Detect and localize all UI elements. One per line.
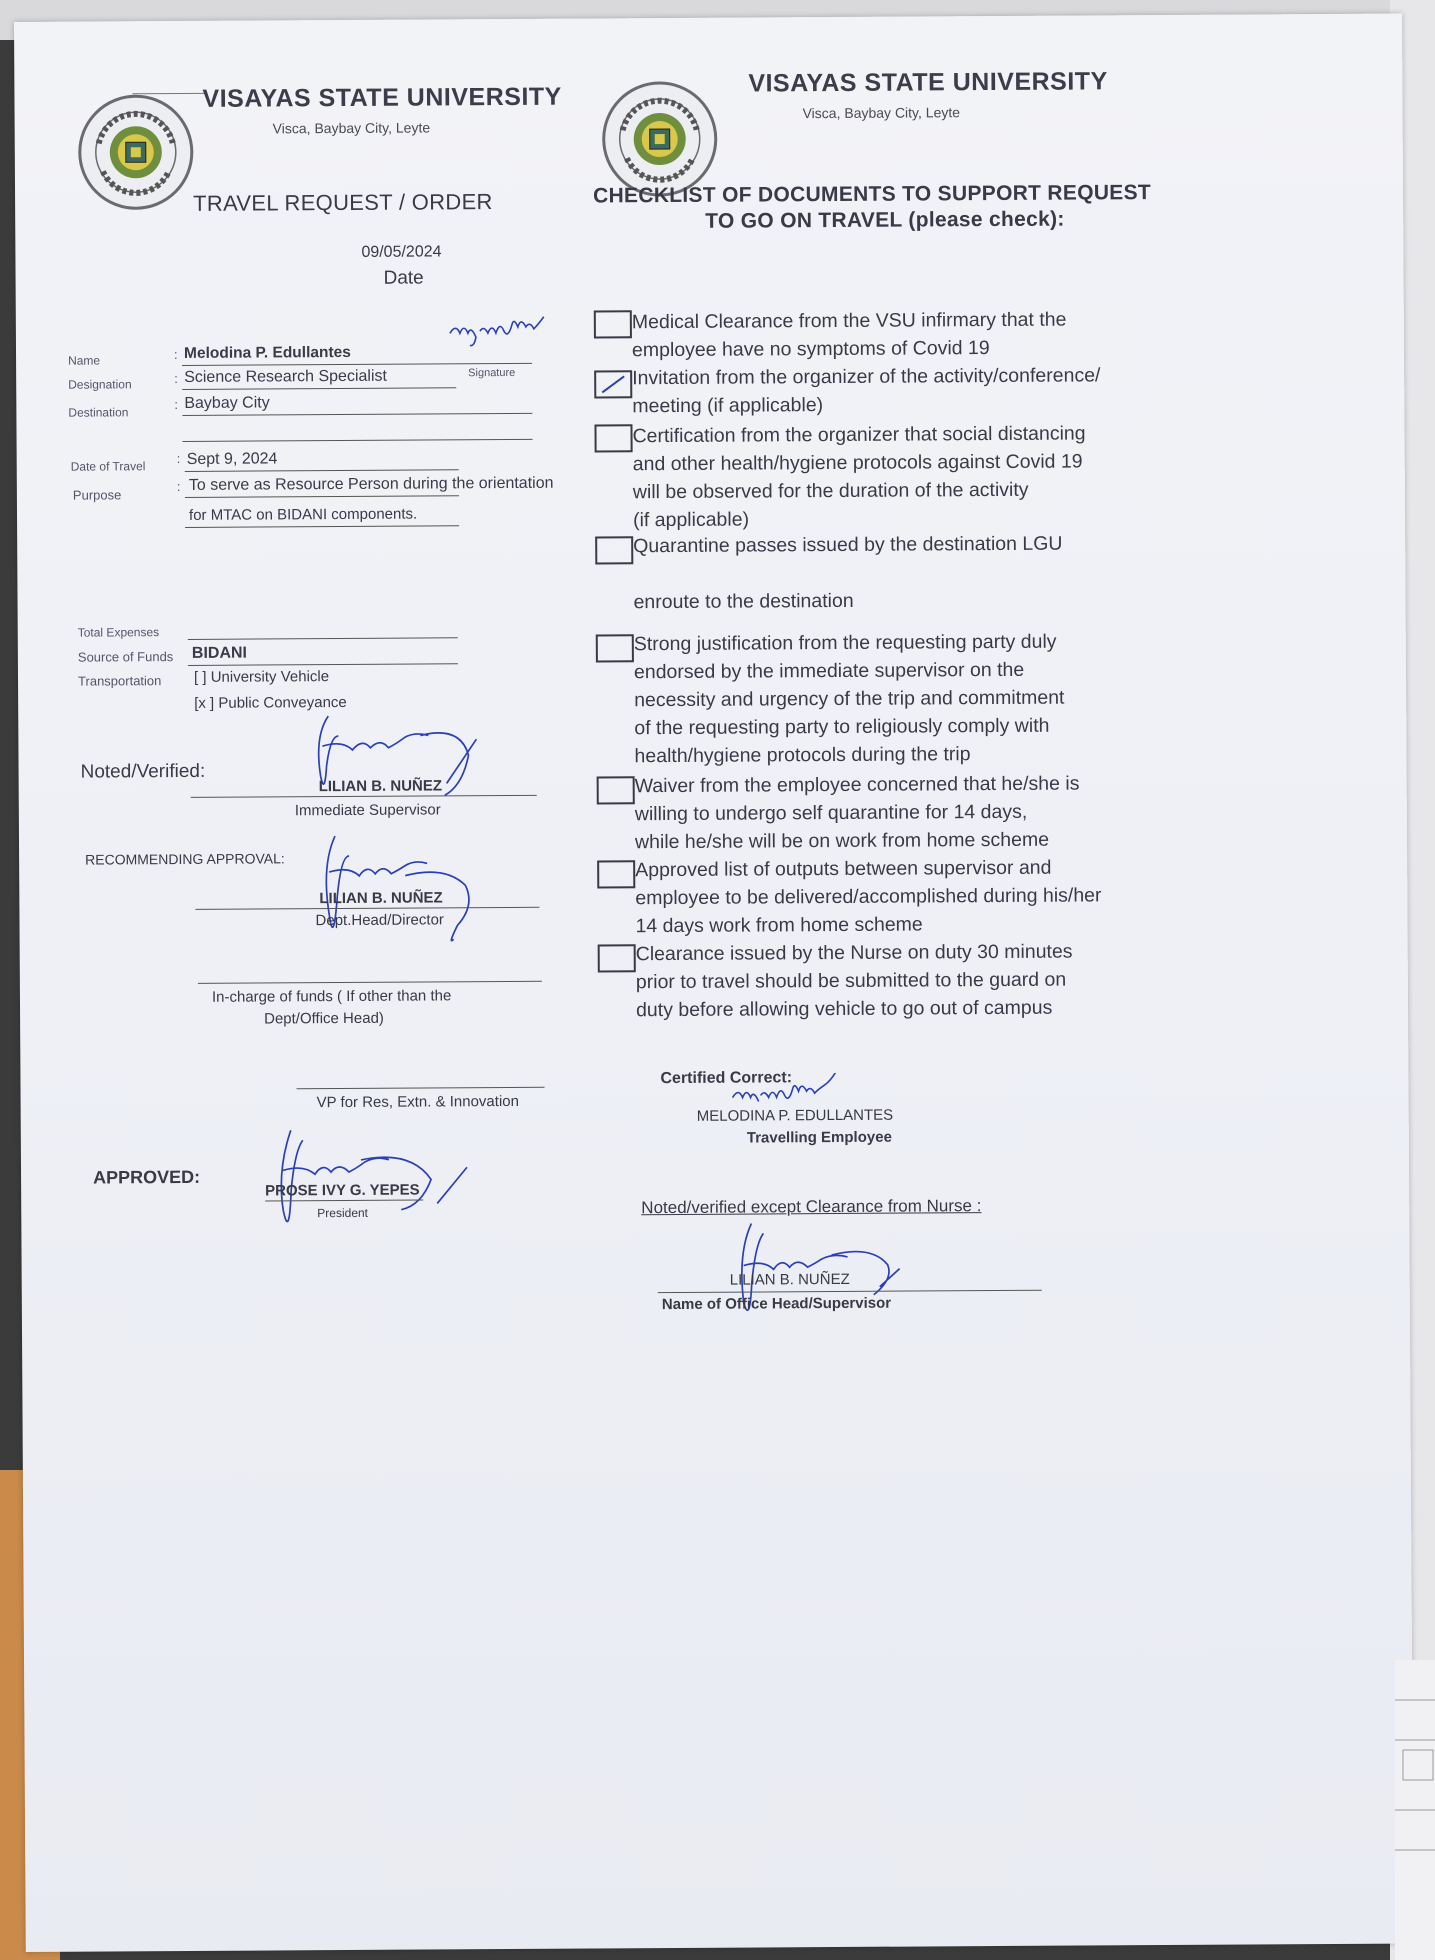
checkmark-icon	[596, 372, 630, 396]
document-page	[14, 14, 1414, 1952]
purpose-underline-1	[185, 495, 459, 498]
destination-label: Destination	[68, 405, 129, 420]
background-document-edge	[1395, 1660, 1435, 1960]
checklist-item-text: will be observed for the duration of the activity	[632, 478, 1029, 504]
office-head-title: Name of Office Head/Supervisor	[661, 1294, 892, 1314]
vp-line	[297, 1087, 545, 1090]
dept-head-title: Dept.Head/Director	[315, 911, 444, 930]
destination-line-2	[183, 439, 533, 442]
incharge-line	[198, 981, 542, 984]
university-address-left: Visca, Baybay City, Leyte	[272, 119, 431, 137]
source-of-funds-line	[188, 663, 458, 666]
employee-title: Travelling Employee	[746, 1128, 892, 1147]
vp-title: VP for Res, Extn. & Innovation	[316, 1092, 519, 1112]
transportation-label: Transportation	[77, 673, 162, 689]
checklist-item-text: Clearance issued by the Nurse on duty 30 minutes	[635, 940, 1073, 966]
destination-line	[182, 413, 532, 416]
university-address-right: Visca, Baybay City, Leyte	[802, 104, 961, 122]
colon: :	[176, 478, 181, 495]
checklist-checkbox[interactable]	[597, 860, 635, 888]
colon: :	[176, 450, 181, 467]
checklist-checkbox[interactable]	[598, 944, 636, 972]
checklist-item-text: (if applicable)	[632, 508, 750, 532]
date-of-travel-label: Date of Travel	[70, 459, 146, 474]
colon: :	[174, 371, 178, 387]
name-value: Melodina P. Edullantes	[183, 343, 351, 362]
date-value: 09/05/2024	[361, 243, 442, 261]
source-of-funds-label: Source of Funds	[77, 649, 174, 665]
date-of-travel-line	[185, 469, 459, 472]
checklist-checkbox[interactable]	[594, 310, 632, 338]
checklist-item-text: Waiver from the employee concerned that he/she is	[634, 772, 1080, 798]
certified-correct-label: Certified Correct:	[660, 1069, 793, 1088]
checklist-checkbox[interactable]	[597, 776, 635, 804]
checklist-item-text: Certification from the organizer that social distancing	[632, 422, 1086, 448]
checklist-title-line-1: CHECKLIST OF DOCUMENTS TO SUPPORT REQUEST	[593, 181, 1152, 208]
employee-signature-1	[446, 311, 566, 352]
checklist-item-text: Quarantine passes issued by the destination LGU	[633, 532, 1063, 558]
checklist-item-text: of the requesting party to religiously comply with	[634, 714, 1050, 740]
checklist-item-text: enroute to the destination	[633, 589, 854, 614]
date-of-travel-value: Sept 9, 2024	[186, 450, 278, 468]
checklist-item-text: 14 days work from home scheme	[635, 913, 923, 938]
destination-value: Baybay City	[184, 394, 270, 412]
president-name: PROSE IVY G. YEPES	[265, 1181, 420, 1200]
purpose-underline-2	[185, 525, 459, 528]
president-title: President	[317, 1205, 369, 1221]
university-seal-icon	[76, 93, 195, 212]
source-of-funds-value: BIDANI	[191, 644, 248, 662]
checklist-item-text: Invitation from the organizer of the activity/conference/	[632, 364, 1101, 390]
designation-line	[182, 387, 456, 390]
checklist-item-text: necessity and urgency of the trip and commitment	[634, 686, 1065, 712]
incharge-label-line-1: In-charge of funds ( If other than the	[211, 987, 452, 1006]
checklist-item-text: Approved list of outputs between supervisor and	[635, 856, 1052, 882]
purpose-line-1: To serve as Resource Person during the orientation	[188, 474, 554, 494]
checklist-checkbox[interactable]	[594, 424, 632, 452]
employee-name: MELODINA P. EDULLANTES	[696, 1106, 894, 1125]
colon: :	[173, 347, 178, 363]
total-expenses-label: Total Expenses	[77, 625, 160, 640]
signature-label: Signature	[468, 366, 516, 380]
checklist-item-text: while he/she will be on work from home scheme	[634, 828, 1050, 854]
recommending-approval-label: RECOMMENDING APPROVAL:	[85, 850, 285, 868]
checklist-item-text: endorsed by the immediate supervisor on the	[633, 658, 1025, 684]
purpose-label: Purpose	[72, 487, 122, 503]
dept-head-name: LILIAN B. NUÑEZ	[319, 889, 443, 908]
immediate-supervisor-title: Immediate Supervisor	[294, 801, 441, 820]
immediate-supervisor-name: LILIAN B. NUÑEZ	[318, 777, 443, 796]
checklist-item-text: prior to travel should be submitted to the guard on	[635, 968, 1067, 994]
checklist-item-text: employee have no symptoms of Covid 19	[631, 337, 990, 362]
purpose-line-2: for MTAC on BIDANI components.	[188, 505, 418, 524]
name-label: Name	[68, 353, 101, 368]
designation-label: Designation	[68, 377, 132, 392]
checklist-checkbox[interactable]	[595, 536, 633, 564]
transport-option-university-vehicle: [ ] University Vehicle	[193, 668, 330, 686]
checklist-item-text: duty before allowing vehicle to go out of campus	[635, 996, 1053, 1022]
checklist-item-text: and other health/hygiene protocols against Covid 19	[632, 450, 1083, 476]
checklist-item-text: employee to be delivered/accomplished during his/her	[635, 884, 1102, 910]
designation-value: Science Research Specialist	[184, 367, 387, 386]
incharge-label-line-2: Dept/Office Head)	[264, 1009, 384, 1028]
checklist-checkbox[interactable]	[596, 634, 634, 662]
office-head-name: LILIAN B. NUÑEZ	[729, 1270, 850, 1289]
date-label: Date	[383, 267, 424, 289]
noted-verified-label: Noted/Verified:	[80, 760, 206, 783]
university-name-right: VISAYAS STATE UNIVERSITY	[748, 67, 1108, 98]
form-title: TRAVEL REQUEST / ORDER	[193, 189, 493, 216]
checklist-item-text: meeting (if applicable)	[632, 394, 824, 418]
checklist-checkbox[interactable]	[594, 370, 632, 398]
checklist-item-text: willing to undergo self quarantine for 14 days,	[634, 800, 1028, 826]
name-line	[182, 363, 532, 366]
checklist-item-text: Medical Clearance from the VSU infirmary that the	[631, 308, 1067, 334]
colon: :	[174, 397, 179, 413]
checklist-title-line-2: TO GO ON TRAVEL (please check):	[705, 207, 1065, 233]
approved-label: APPROVED:	[92, 1166, 201, 1188]
transport-option-public-conveyance: [x ] Public Conveyance	[194, 693, 347, 712]
checklist-item-text: health/hygiene protocols during the trip	[634, 743, 971, 768]
university-seal-icon	[600, 80, 719, 199]
noted-except-label: Noted/verified except Clearance from Nurse :	[641, 1196, 982, 1218]
checklist-item-text: Strong justification from the requesting party duly	[633, 630, 1057, 656]
total-expenses-line	[188, 637, 458, 640]
university-name-left: VISAYAS STATE UNIVERSITY	[202, 82, 562, 113]
